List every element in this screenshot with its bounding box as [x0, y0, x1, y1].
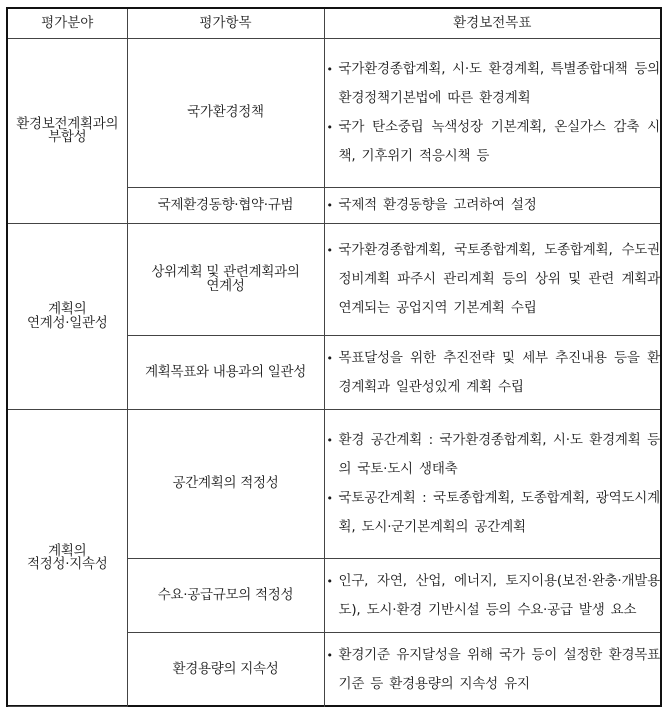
- area-text-line: 연계성·일관성: [27, 314, 108, 331]
- environmental-goal-cell: [324, 224, 660, 336]
- area-text-line: 계획의: [48, 301, 87, 317]
- header-evaluation-area: 평가분야: [8, 9, 127, 39]
- item-text-line: 상위계획 및 관련계획과의: [151, 264, 300, 280]
- evaluation-item-cell: [127, 633, 324, 707]
- goal-bullet-item: • 국토공간계획 : 국토종합계획, 도종합계획, 광역도시계획, 도시·군기본계획의 공간계획: [325, 484, 661, 542]
- evaluation-area-cell: [8, 39, 127, 224]
- item-text-line: 연계성: [206, 277, 245, 294]
- evaluation-area-cell: [8, 224, 127, 410]
- environmental-goal-cell: [324, 559, 660, 633]
- goal-bullet-item: • 목표달성을 위한 추진전략 및 세부 추진내용 등을 환경계획과 일관성있게 계획 수립: [325, 344, 661, 402]
- environmental-goal-cell: [324, 410, 660, 559]
- environmental-goal-cell: [324, 188, 660, 224]
- item-text-line: 공간계획의 적정성: [172, 475, 279, 492]
- goal-list: [325, 641, 661, 699]
- header-environmental-goal: 환경보전목표: [324, 9, 660, 39]
- area-text-line: 부합성: [48, 129, 87, 145]
- table-row: [8, 39, 660, 188]
- goal-bullet-item: • 국가환경종합계획, 국토종합계획, 도종합계획, 수도권정비계획 파주시 관리계획 등의 상위 및 관련 계획과 연계되는 공업지역 기본계획 수립: [325, 236, 661, 323]
- goal-bullet-item: • 환경 공간계획 : 국가환경종합계획, 시·도 환경계획 등의 국토·도시 생태축: [325, 426, 661, 484]
- goal-bullet-item: • 인구, 자연, 산업, 에너지, 토지이용(보전·완충·개발용도), 도시·환경 기반시설 등의 수요·공급 발생 요소: [325, 567, 661, 625]
- environmental-goal-cell: [324, 39, 660, 188]
- evaluation-item-cell: [127, 336, 324, 410]
- evaluation-item-cell: [127, 559, 324, 633]
- item-text-line: 국제환경동향·협약·규범: [157, 196, 294, 213]
- evaluation-item-cell: [127, 39, 324, 188]
- evaluation-item-cell: [127, 188, 324, 224]
- area-text-line: 계획의: [48, 542, 87, 559]
- evaluation-table-frame: [6, 7, 662, 707]
- evaluation-area-cell: [8, 410, 127, 707]
- goal-list: [325, 426, 661, 542]
- evaluation-item-cell: [127, 410, 324, 559]
- evaluation-table: [8, 9, 660, 707]
- item-text-line: 환경용량의 지속성: [172, 661, 279, 677]
- area-text-line: 환경보전계획과의: [16, 115, 119, 132]
- item-text-line: 수요·공급규모의 적정성: [157, 586, 294, 603]
- item-text-line: 국가환경정책: [187, 104, 264, 121]
- table-row: [8, 410, 660, 559]
- goal-list: [325, 55, 661, 171]
- goal-bullet-item: • 국제적 환경동향을 고려하여 설정: [325, 191, 661, 220]
- environmental-goal-cell: [324, 336, 660, 410]
- goal-list: [325, 344, 661, 402]
- evaluation-item-cell: [127, 224, 324, 336]
- goal-list: [325, 567, 661, 625]
- goal-bullet-item: • 환경기준 유지달성을 위해 국가 등이 설정한 환경목표기준 등 환경용량의 지속성 유지: [325, 641, 661, 699]
- header-evaluation-item: 평가항목: [127, 9, 324, 39]
- goal-list: [325, 191, 661, 220]
- goal-list: [325, 236, 661, 323]
- area-text-line: 적정성·지속성: [27, 556, 108, 572]
- environmental-goal-cell: [324, 633, 660, 707]
- item-text-line: 계획목표와 내용과의 일관성: [145, 363, 306, 380]
- table-row: [8, 224, 660, 336]
- goal-bullet-item: • 국가 탄소중립 녹색성장 기본계획, 온실가스 감축 시책, 기후위기 적응시책 등: [325, 113, 661, 171]
- goal-bullet-item: • 국가환경종합계획, 시·도 환경계획, 특별종합대책 등의 환경정책기본법에 따른 환경계획: [325, 55, 661, 113]
- header-row: [8, 9, 660, 39]
